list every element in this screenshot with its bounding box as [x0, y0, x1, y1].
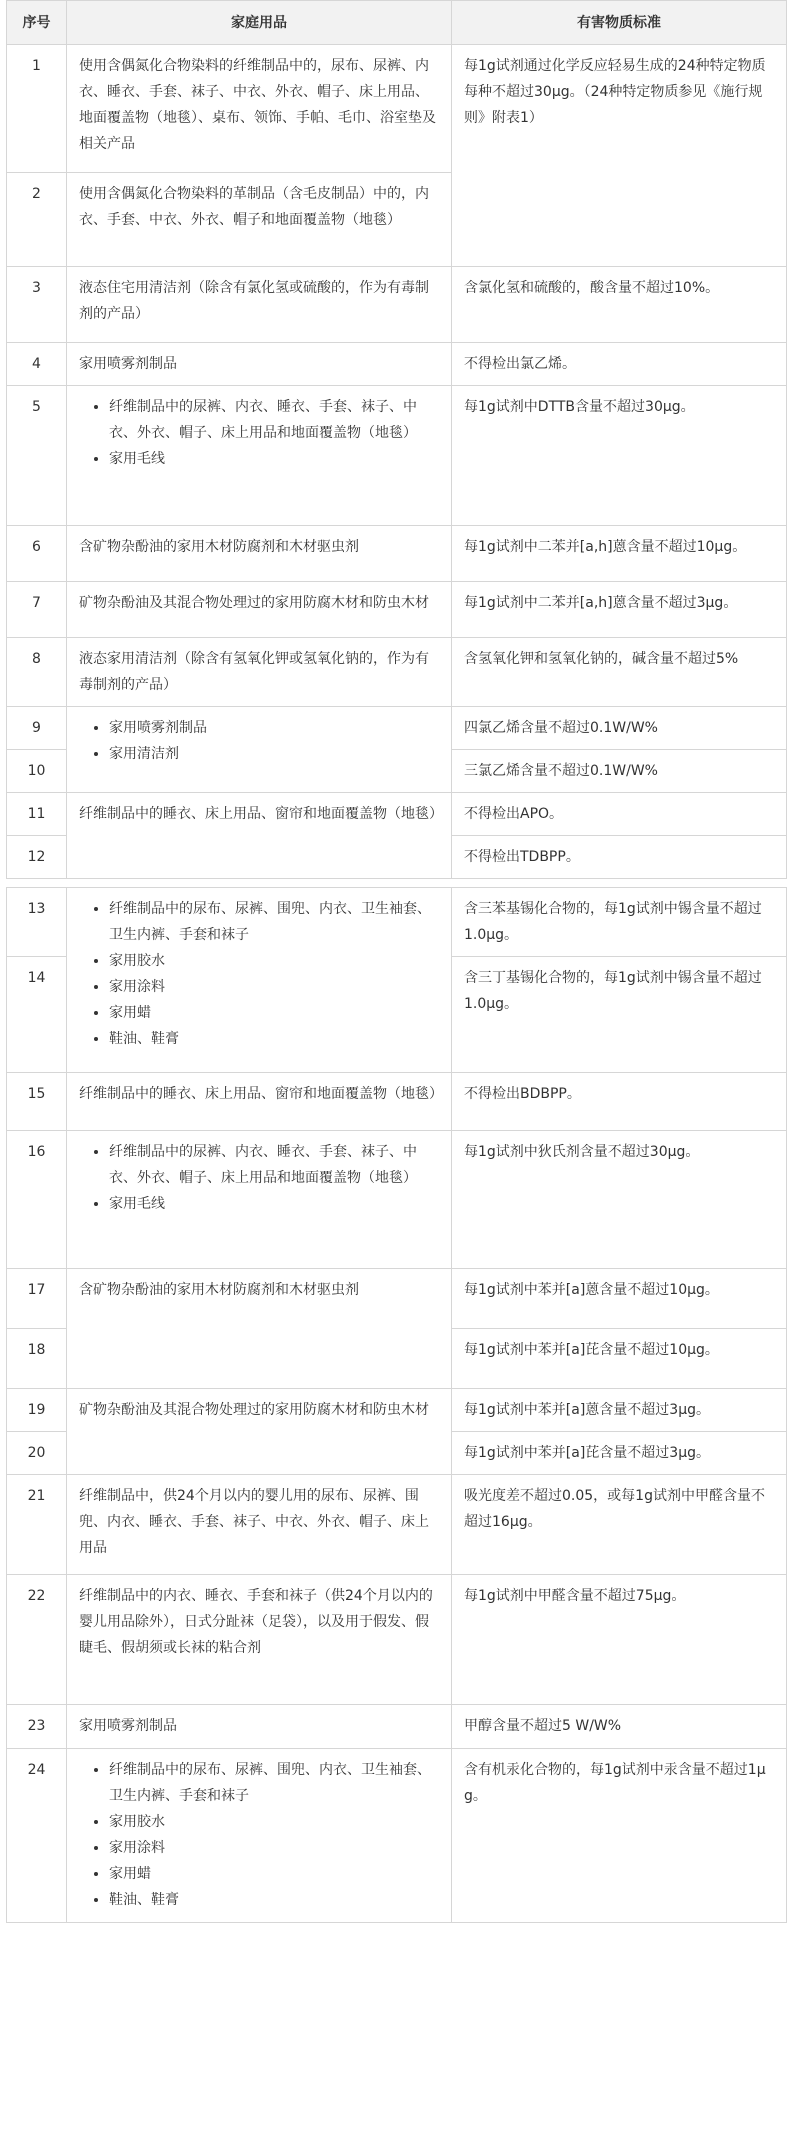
- standard-cell: 不得检出氯乙烯。: [452, 343, 787, 386]
- header-standard: 有害物质标准: [452, 1, 787, 45]
- product-cell: 含矿物杂酚油的家用木材防腐剂和木材驱虫剂: [67, 526, 452, 582]
- product-list: [79, 394, 439, 472]
- list-item: • 家用涂料: [109, 1835, 439, 1861]
- row-number: 9: [7, 707, 67, 750]
- standard-cell: 每1g试剂中狄氏剂含量不超过30μg。: [452, 1131, 787, 1269]
- row-number: 1: [7, 45, 67, 173]
- row-number: 5: [7, 386, 67, 526]
- product-cell: 液态住宅用清洁剂（除含有氯化氢或硫酸的，作为有毒制剂的产品）: [67, 267, 452, 343]
- row-number: 19: [7, 1389, 67, 1432]
- row-number: 15: [7, 1073, 67, 1131]
- table-row: [7, 343, 787, 386]
- product-cell: 矿物杂酚油及其混合物处理过的家用防腐木材和防虫木材: [67, 582, 452, 638]
- product-cell: [67, 888, 452, 1073]
- list-item: • 家用蜡: [109, 1861, 439, 1887]
- table-row: [7, 1269, 787, 1329]
- row-number: 10: [7, 750, 67, 793]
- product-cell: [67, 707, 452, 793]
- row-number: 16: [7, 1131, 67, 1269]
- standard-cell: 每1g试剂中苯并[a]芘含量不超过10μg。: [452, 1329, 787, 1389]
- table-row: [7, 888, 787, 957]
- standard-cell: 不得检出TDBPP。: [452, 836, 787, 879]
- list-item: • 鞋油、鞋膏: [109, 1887, 439, 1913]
- standard-cell: 每1g试剂中二苯并[a,h]蒽含量不超过10μg。: [452, 526, 787, 582]
- list-item: • 家用清洁剂: [109, 741, 439, 767]
- standard-cell: 每1g试剂中二苯并[a,h]蒽含量不超过3μg。: [452, 582, 787, 638]
- table-row: [7, 45, 787, 173]
- product-cell: 家用喷雾剂制品: [67, 1705, 452, 1749]
- product-list: [79, 1139, 439, 1217]
- standard-cell: 每1g试剂中DTTB含量不超过30μg。: [452, 386, 787, 526]
- row-number: 18: [7, 1329, 67, 1389]
- product-list: [79, 896, 439, 1052]
- product-cell: 使用含偶氮化合物染料的革制品（含毛皮制品）中的，内衣、手套、中衣、外衣、帽子和地面覆盖物（地毯）: [67, 173, 452, 267]
- standard-cell: 每1g试剂中苯并[a]蒽含量不超过10μg。: [452, 1269, 787, 1329]
- list-item: • 家用涂料: [109, 974, 439, 1000]
- list-item: • 纤维制品中的尿裤、内衣、睡衣、手套、袜子、中衣、外衣、帽子、床上用品和地面覆盖物（地毯）: [109, 1139, 439, 1191]
- product-cell: 含矿物杂酚油的家用木材防腐剂和木材驱虫剂: [67, 1269, 452, 1389]
- standard-cell: 每1g试剂中甲醛含量不超过75μg。: [452, 1575, 787, 1705]
- standard-cell: 含氯化氢和硫酸的，酸含量不超过10%。: [452, 267, 787, 343]
- standard-cell: 三氯乙烯含量不超过0.1W/W%: [452, 750, 787, 793]
- row-number: 2: [7, 173, 67, 267]
- product-cell: 纤维制品中的睡衣、床上用品、窗帘和地面覆盖物（地毯）: [67, 1073, 452, 1131]
- row-number: 17: [7, 1269, 67, 1329]
- row-number: 22: [7, 1575, 67, 1705]
- list-item: • 纤维制品中的尿布、尿裤、围兜、内衣、卫生袖套、卫生内裤、手套和袜子: [109, 896, 439, 948]
- standard-cell: 含三丁基锡化合物的，每1g试剂中锡含量不超过1.0μg。: [452, 957, 787, 1073]
- product-list: [79, 1757, 439, 1913]
- table-row: [7, 1389, 787, 1432]
- row-number: 21: [7, 1475, 67, 1575]
- row-number: 23: [7, 1705, 67, 1749]
- standards-table-container: [6, 0, 800, 1923]
- list-item: • 家用喷雾剂制品: [109, 715, 439, 741]
- standard-cell: 含有机汞化合物的，每1g试剂中汞含量不超过1μg。: [452, 1749, 787, 1923]
- list-item: • 家用毛线: [109, 1191, 439, 1217]
- product-cell: 使用含偶氮化合物染料的纤维制品中的，尿布、尿裤、内衣、睡衣、手套、袜子、中衣、外衣、帽子、床上用品、地面覆盖物（地毯）、桌布、领饰、手帕、毛巾、浴室垫及相关产品: [67, 45, 452, 173]
- row-number: 12: [7, 836, 67, 879]
- table-row: [7, 638, 787, 707]
- table-row: [7, 1131, 787, 1269]
- product-cell: 家用喷雾剂制品: [67, 343, 452, 386]
- table-row: [7, 1475, 787, 1575]
- row-number: 7: [7, 582, 67, 638]
- list-item: • 鞋油、鞋膏: [109, 1026, 439, 1052]
- list-item: • 家用毛线: [109, 446, 439, 472]
- product-cell: 纤维制品中的内衣、睡衣、手套和袜子（供24个月以内的婴儿用品除外），日式分趾袜（足袋），以及用于假发、假睫毛、假胡须或长袜的粘合剂: [67, 1575, 452, 1705]
- standard-cell: 不得检出APO。: [452, 793, 787, 836]
- standards-table-part-2: [6, 887, 787, 1923]
- list-item: • 纤维制品中的尿裤、内衣、睡衣、手套、袜子、中衣、外衣、帽子、床上用品和地面覆盖物（地毯）: [109, 394, 439, 446]
- row-number: 11: [7, 793, 67, 836]
- row-number: 14: [7, 957, 67, 1073]
- table-header-row: [7, 1, 787, 45]
- table-row: [7, 267, 787, 343]
- header-no: 序号: [7, 1, 67, 45]
- standard-cell: 每1g试剂中苯并[a]芘含量不超过3μg。: [452, 1432, 787, 1475]
- list-item: • 家用蜡: [109, 1000, 439, 1026]
- standard-cell: 吸光度差不超过0.05，或每1g试剂中甲醛含量不超过16μg。: [452, 1475, 787, 1575]
- list-item: • 家用胶水: [109, 948, 439, 974]
- row-number: 4: [7, 343, 67, 386]
- table-row: [7, 582, 787, 638]
- row-number: 8: [7, 638, 67, 707]
- standard-cell: 每1g试剂通过化学反应轻易生成的24种特定物质每种不超过30μg。（24种特定物质参见《施行规则》附表1）: [452, 45, 787, 267]
- product-list: [79, 715, 439, 767]
- product-cell: 矿物杂酚油及其混合物处理过的家用防腐木材和防虫木材: [67, 1389, 452, 1475]
- standard-cell: 含三苯基锡化合物的，每1g试剂中锡含量不超过1.0μg。: [452, 888, 787, 957]
- table-row: [7, 526, 787, 582]
- product-cell: 纤维制品中的睡衣、床上用品、窗帘和地面覆盖物（地毯）: [67, 793, 452, 879]
- table-row: [7, 1073, 787, 1131]
- table-row: [7, 707, 787, 750]
- table-row: [7, 386, 787, 526]
- standard-cell: 不得检出BDBPP。: [452, 1073, 787, 1131]
- standard-cell: 含氢氧化钾和氢氧化钠的，碱含量不超过5%: [452, 638, 787, 707]
- product-cell: [67, 1131, 452, 1269]
- standard-cell: 四氯乙烯含量不超过0.1W/W%: [452, 707, 787, 750]
- header-product: 家庭用品: [67, 1, 452, 45]
- table-row: [7, 1705, 787, 1749]
- list-item: • 家用胶水: [109, 1809, 439, 1835]
- row-number: 6: [7, 526, 67, 582]
- product-cell: 液态家用清洁剂（除含有氢氧化钾或氢氧化钠的，作为有毒制剂的产品）: [67, 638, 452, 707]
- table-row: [7, 1749, 787, 1923]
- standard-cell: 每1g试剂中苯并[a]蒽含量不超过3μg。: [452, 1389, 787, 1432]
- row-number: 13: [7, 888, 67, 957]
- standards-table-part-1: [6, 0, 787, 879]
- standard-cell: 甲醇含量不超过5 W/W%: [452, 1705, 787, 1749]
- product-cell: [67, 386, 452, 526]
- row-number: 24: [7, 1749, 67, 1923]
- table-row: [7, 793, 787, 836]
- table-row: [7, 1575, 787, 1705]
- product-cell: [67, 1749, 452, 1923]
- row-number: 20: [7, 1432, 67, 1475]
- row-number: 3: [7, 267, 67, 343]
- product-cell: 纤维制品中，供24个月以内的婴儿用的尿布、尿裤、围兜、内衣、睡衣、手套、袜子、中衣、外衣、帽子、床上用品: [67, 1475, 452, 1575]
- list-item: • 纤维制品中的尿布、尿裤、围兜、内衣、卫生袖套、卫生内裤、手套和袜子: [109, 1757, 439, 1809]
